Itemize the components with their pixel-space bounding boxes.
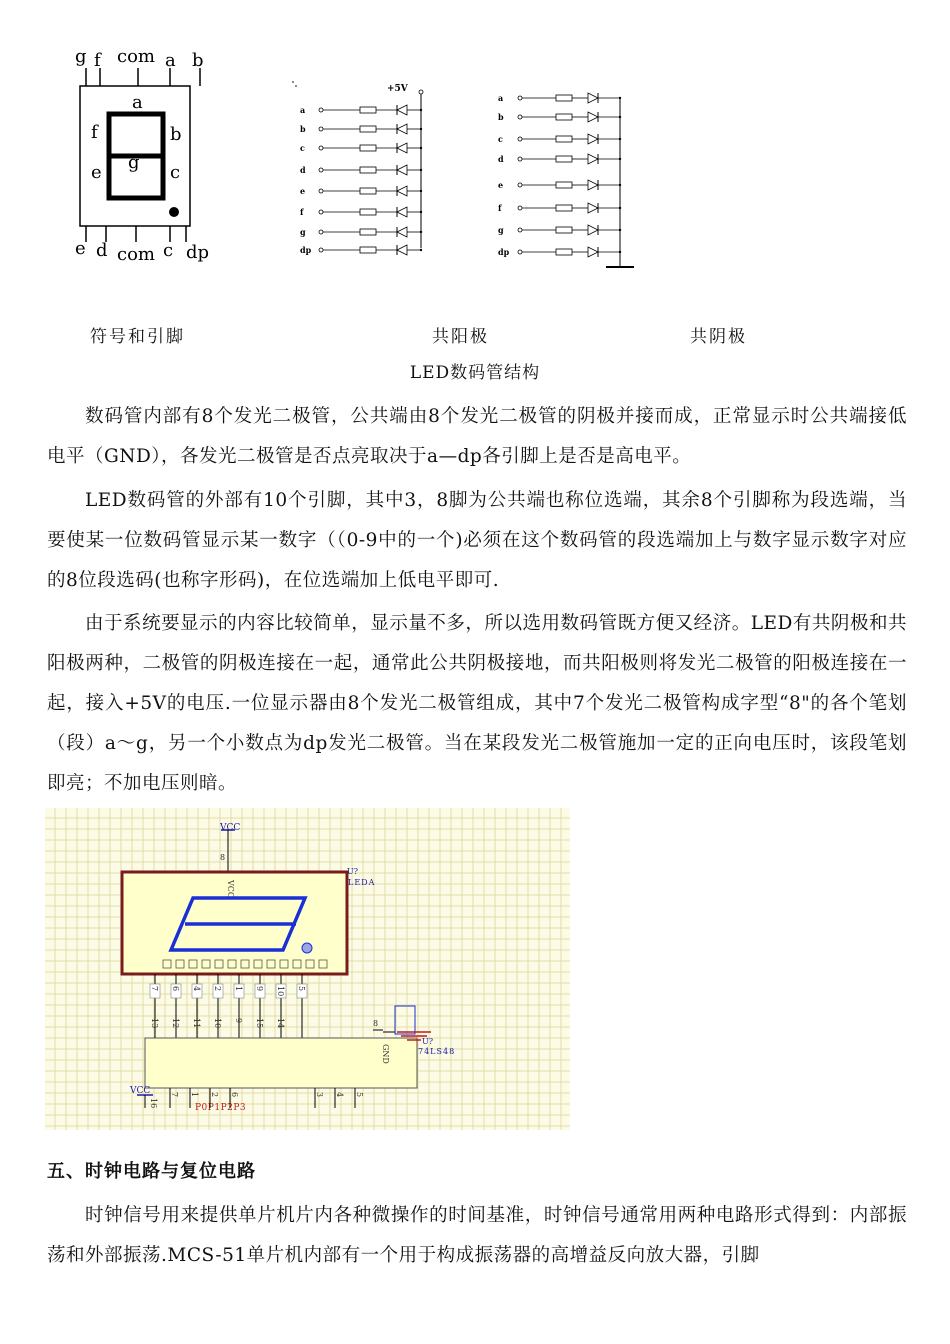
caption-common-anode: 共阳极 — [432, 327, 489, 347]
cathode-row-label-b: b — [498, 112, 504, 122]
decoder-bottom-pin: 2 — [210, 1092, 219, 1098]
anode-resistor — [360, 209, 376, 215]
decoder-extra-pin: 4 — [335, 1092, 344, 1098]
cathode-resistor — [556, 136, 572, 142]
cathode-led — [588, 154, 598, 164]
cathode-row-label-f: f — [498, 203, 502, 213]
anode-led — [397, 105, 407, 115]
anode-led — [397, 165, 407, 175]
display-pin-number: 10 — [276, 986, 285, 997]
vcc-top-label: VCC — [220, 823, 241, 833]
common-anode-circuit — [285, 70, 445, 270]
decoder-bottom-pin: 6 — [230, 1092, 239, 1098]
pin-8-top: 8 — [220, 853, 226, 862]
cathode-terminal — [518, 96, 522, 100]
anode-row-label-g: g — [300, 227, 306, 237]
cathode-terminal — [518, 183, 522, 187]
segment-label-g: g — [128, 152, 140, 173]
section-heading: 五、时钟电路与复位电路 — [47, 1161, 256, 1182]
display-pin-number: 2 — [213, 986, 222, 992]
display-pin-number: 6 — [171, 986, 180, 992]
decoder-input-number: 15 — [255, 1018, 264, 1029]
top-pin-com: com — [117, 46, 155, 67]
decoder-part: 74LS48 — [418, 1047, 456, 1056]
cathode-resistor — [556, 227, 572, 233]
cathode-row-label-a: a — [498, 93, 504, 103]
segment-label-b: b — [170, 124, 182, 145]
anode-row-label-d: d — [300, 165, 306, 175]
anode-resistor — [360, 188, 376, 194]
anode-supply-label: +5V — [387, 84, 408, 94]
figure-title: LED数码管结构 — [409, 363, 541, 383]
display-ref: U? — [347, 867, 359, 876]
cathode-resistor — [556, 114, 572, 120]
pin-16-label: 16 — [149, 1098, 158, 1109]
schematic-dp — [302, 943, 312, 953]
decoder-input-number: 9 — [234, 1018, 243, 1024]
anode-resistor — [360, 107, 376, 113]
anode-led — [397, 227, 407, 237]
decoder-input-number: 14 — [276, 1018, 285, 1029]
display-vcc-label: VCC — [226, 880, 235, 899]
cathode-row-label-d: d — [498, 154, 504, 164]
anode-resistor — [360, 145, 376, 151]
common-cathode-circuit — [490, 80, 640, 280]
display-part: LEDA — [348, 878, 376, 887]
cathode-led — [588, 134, 598, 144]
decoder-ref: U? — [422, 1037, 434, 1046]
anode-resistor — [360, 167, 376, 173]
caption-symbol: 符号和引脚 — [90, 327, 185, 347]
anode-terminal — [319, 248, 323, 252]
decoder-extra-pin: 5 — [355, 1092, 364, 1098]
anode-led — [397, 245, 407, 255]
anode-row-label-b: b — [300, 124, 306, 134]
body-text-3 — [47, 604, 907, 804]
anode-supply-dots — [292, 81, 297, 87]
anode-row-label-c: c — [300, 143, 305, 153]
anode-terminal — [319, 230, 323, 234]
paragraph-2: LED数码管的外部有10个引脚，其中3，8脚为公共端也称位选端，其余8个引脚称为段选端，当要使某一位数码管显示某一数字（（0-9中的一个)必须在这个数码管的段选端加上与数字显示数字对应的8位段选码(也称字形码)，在位选端加上低电平即可. — [47, 490, 907, 591]
cathode-led — [588, 203, 598, 213]
bottom-port-labels: P0P1P2P3 — [195, 1103, 247, 1113]
anode-led — [397, 124, 407, 134]
anode-row-label-dp: dp — [300, 245, 312, 255]
anode-led — [397, 207, 407, 217]
gnd-label: GND — [381, 1044, 390, 1064]
cathode-resistor — [556, 182, 572, 188]
cathode-resistor — [556, 249, 572, 255]
cathode-resistor — [556, 205, 572, 211]
anode-terminal — [319, 210, 323, 214]
cathode-led — [588, 225, 598, 235]
anode-terminal — [319, 168, 323, 172]
anode-terminal — [319, 108, 323, 112]
cathode-terminal — [518, 228, 522, 232]
display-pin-number: 9 — [255, 986, 264, 992]
cathode-led — [588, 180, 598, 190]
segment-label-f: f — [91, 122, 98, 143]
clock-paragraph: 时钟信号用来提供单片机片内各种微操作的时间基准，时钟信号通常用两种电路形式得到：内部振荡和外部振荡.MCS-51单片机内部有一个用于构成振荡器的高增益反向放大器，引脚 — [47, 1205, 907, 1266]
display-pin-number: 4 — [192, 986, 201, 992]
anode-resistor — [360, 247, 376, 253]
body-text-2 — [47, 481, 907, 601]
cathode-terminal — [518, 137, 522, 141]
decoder-extra-pin: 3 — [315, 1092, 324, 1098]
seven-segment-symbol-figure — [60, 40, 240, 270]
decoder-component — [145, 1038, 417, 1088]
paragraph-3: 由于系统要显示的内容比较简单，显示量不多，所以选用数码管既方便又经济。LED有共阴极和共阳极两种，二极管的阴极连接在一起，通常此公共阴极接地，而共阳极则将发光二极管的阳极连接在一起，接入+5V的电压.一位显示器由8个发光二极管组成，其中7个发光二极管构成字型“8"的各个笔划（段）a～g，另一个小数点为dp发光二极管。当在某段发光二极管施加一定的正向电压时，该段笔划即亮；不加电压则暗。 — [47, 613, 907, 794]
cathode-terminal — [518, 115, 522, 119]
anode-row-label-a: a — [300, 105, 306, 115]
anode-resistor — [360, 126, 376, 132]
top-pin-b: b — [192, 50, 204, 71]
paragraph-1: 数码管内部有8个发光二极管，公共端由8个发光二极管的阴极并接而成，正常显示时公共端接低电平（GND），各发光二极管是否点亮取决于a—dp各引脚上是否是高电平。 — [47, 406, 907, 467]
anode-row-label-f: f — [300, 207, 304, 217]
bottom-pin-c: c — [163, 240, 174, 261]
segment-label-a: a — [132, 92, 143, 113]
bottom-pin-d: d — [96, 240, 108, 261]
decoder-input-number: 11 — [192, 1018, 201, 1029]
anode-led — [397, 143, 407, 153]
cathode-resistor — [556, 95, 572, 101]
cathode-row-label-c: c — [498, 134, 503, 144]
cathode-row-label-e: e — [498, 180, 504, 190]
top-pin-a: a — [165, 50, 176, 71]
cathode-terminal — [518, 206, 522, 210]
anode-row-label-e: e — [300, 186, 306, 196]
cathode-terminal — [518, 250, 522, 254]
top-pin-g: g — [75, 46, 87, 67]
decoder-bottom-pin: 7 — [170, 1092, 179, 1098]
anode-led — [397, 186, 407, 196]
anode-terminal — [319, 189, 323, 193]
decoder-input-number: 12 — [171, 1018, 180, 1029]
cathode-led — [588, 247, 598, 257]
cathode-resistor — [556, 156, 572, 162]
segment-label-c: c — [170, 162, 181, 183]
cathode-led — [588, 93, 598, 103]
anode-resistor — [360, 229, 376, 235]
body-text — [47, 397, 907, 477]
cathode-row-label-g: g — [498, 225, 504, 235]
decoder-schematic — [45, 808, 570, 1130]
caption-common-cathode: 共阴极 — [690, 327, 747, 347]
display-pin-number: 1 — [234, 986, 243, 992]
cathode-led — [588, 112, 598, 122]
display-pin-number: 5 — [297, 986, 306, 992]
decoder-pin-8: 8 — [373, 1019, 379, 1028]
cathode-row-label-dp: dp — [498, 247, 510, 257]
decoder-input-number: 10 — [213, 1018, 222, 1029]
bottom-pin-e: e — [75, 238, 86, 259]
decoder-input-number: 13 — [150, 1018, 159, 1029]
top-pin-f: f — [94, 50, 101, 71]
clock-text — [47, 1196, 907, 1276]
vcc-bottom-label: VCC — [130, 1086, 151, 1096]
segment-label-e: e — [91, 162, 102, 183]
decimal-point — [169, 207, 179, 217]
cathode-terminal — [518, 157, 522, 161]
decoder-bottom-pin: 1 — [190, 1092, 199, 1098]
anode-terminal — [319, 146, 323, 150]
display-pin-number: 7 — [150, 986, 159, 992]
anode-terminal — [319, 127, 323, 131]
bottom-pin-dp: dp — [186, 242, 210, 263]
bottom-pin-com: com — [117, 244, 155, 265]
